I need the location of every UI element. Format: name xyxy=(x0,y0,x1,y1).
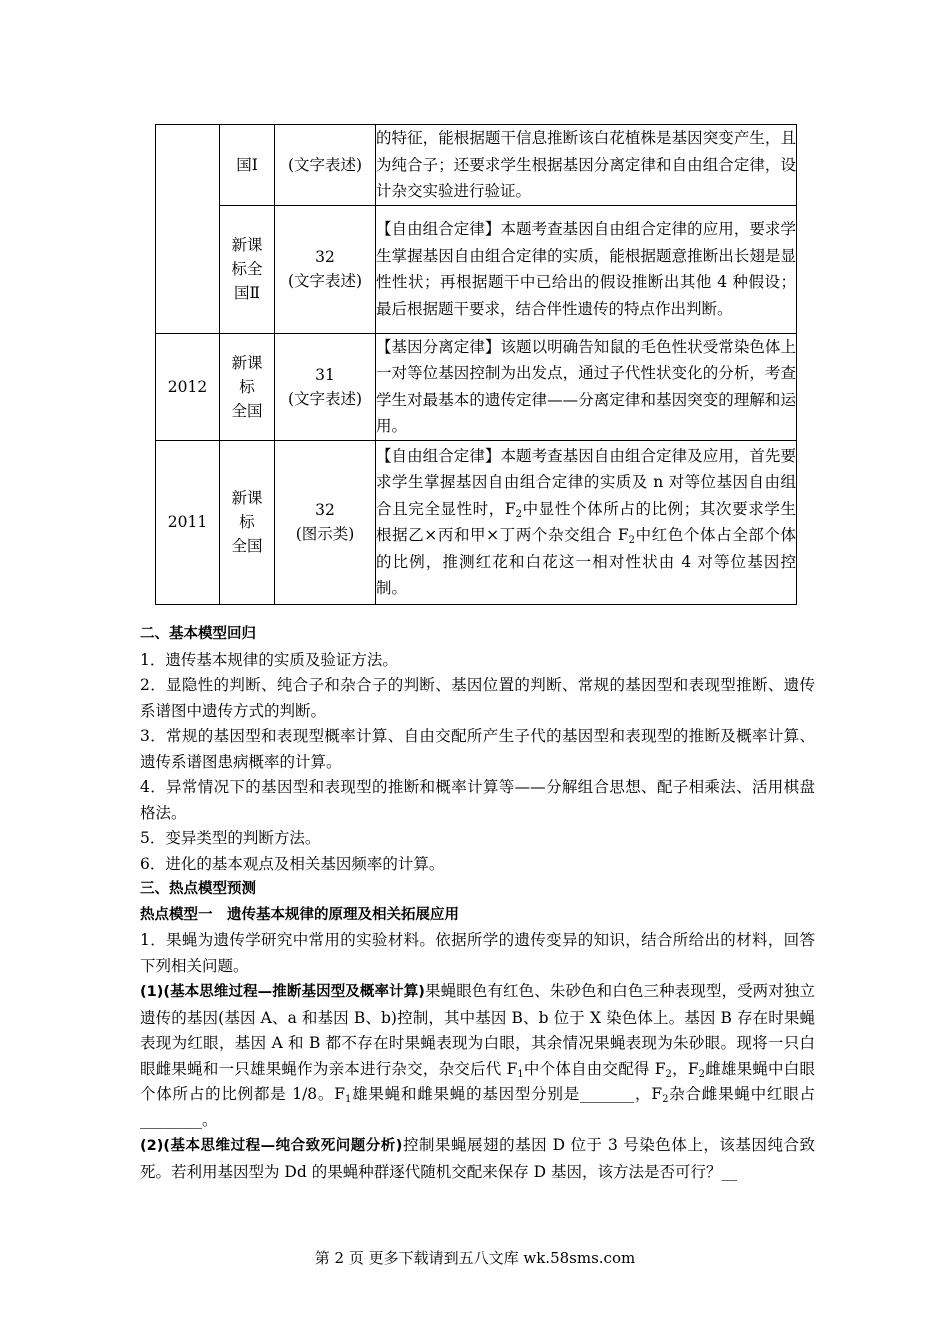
body-content xyxy=(140,622,815,1185)
region-cell xyxy=(220,205,275,333)
question-text: 果蝇眼色有红色、朱砂色和白色三种表现型，受两对独立遗传的基因(基因 A、a 和基因 B、b)控制，其中基因 B、b 位于 X 染色体上。基因 B 存在时果蝇表现为红眼，基因 A 和 B 都不存在时果蝇表现为白眼，其余情况果蝇表现为朱砂眼。现将一只白眼雌果蝇和一只雄果蝇作为亲本进行杂交，杂交后代 F xyxy=(140,982,815,1078)
region-line: 新课 xyxy=(231,353,263,372)
region-line: 全国 xyxy=(231,537,263,555)
subscript: 2 xyxy=(665,1068,672,1080)
subscript: 2 xyxy=(698,1068,705,1080)
list-item: 2．显隐性的判断、纯合子和杂合子的判断、基因位置的判断、常规的基因型和表现型推断、遗传系谱图中遗传方式的判断。 xyxy=(140,676,815,720)
table-row xyxy=(156,205,797,333)
question-text: 控制果蝇展翅的基因 D 位于 3 号染色体上，该基因纯合致死。若利用基因型为 Dd 的果蝇种群逐代随机交配来保存 D 基因，该方法是否可行？__ xyxy=(140,1136,815,1181)
region-line: 全国 xyxy=(231,401,263,420)
subscript: 1 xyxy=(517,1068,524,1080)
region-cell xyxy=(220,440,275,604)
region-line: 新课 xyxy=(231,236,263,254)
question-text: 中个体自由交配得 F xyxy=(523,1059,666,1078)
question-type: (文字表述) xyxy=(287,155,363,174)
year-cell: 2011 xyxy=(156,440,220,604)
region-line: 新课 xyxy=(231,489,263,507)
question-text: 雌雄果蝇中白眼个体所占的比例都是 1/8。F xyxy=(140,1059,815,1103)
question-part-label: (1)(基本思维过程—推断基因型及概率计算) xyxy=(140,984,425,1000)
question-cell xyxy=(275,333,376,440)
region-line: 标全 xyxy=(231,260,263,278)
question-text: 雄果蝇和雌果蝇的基因型分别是_______，F xyxy=(351,1085,663,1103)
description-cell: 【基因分离定律】该题以明确告知鼠的毛色性状受常染色体上一对等位基因控制为出发点，通过子代性状变化的分析，考查学生对最基本的遗传定律——分离定律和基因突变的理解和运用。 xyxy=(376,333,797,440)
year-cell: 2012 xyxy=(156,333,220,440)
question-number: 31 xyxy=(315,365,335,384)
question-number: 32 xyxy=(315,501,335,519)
description-cell: 【自由组合定律】本题考查基因自由组合定律的应用，要求学生掌握基因自由组合定律的实质，能根据题意推断出长翅是显性性状；再根据题干中已给出的假设推断出其他 4 种假设；最后根据题干要求，结合伴性遗传的特点作出判断。 xyxy=(376,205,797,333)
section-subheading: 热点模型一 遗传基本规律的原理及相关拓展应用 xyxy=(140,906,459,923)
list-item: 1．遗传基本规律的实质及验证方法。 xyxy=(140,650,398,669)
region-line: 标 xyxy=(239,377,255,396)
question-part xyxy=(140,979,815,1133)
question-type: (图示类) xyxy=(295,525,355,543)
exam-analysis-table xyxy=(155,124,797,605)
table-row xyxy=(156,440,797,604)
question-cell xyxy=(275,125,376,206)
subscript: 2 xyxy=(628,535,636,546)
description-text: 中红色个体占全部个体的比例，推测红花和白花这一相对性状由 4 对等位基因控制。 xyxy=(376,526,796,597)
page-footer: 第 2 页 更多下载请到五八文库 wk.58sms.com xyxy=(314,1249,636,1267)
question-text: 杂合雌果蝇中红眼占________。 xyxy=(140,1085,815,1129)
table-row xyxy=(156,125,797,206)
question-text: ，F xyxy=(671,1059,699,1078)
section-heading: 三、热点模型预测 xyxy=(140,881,256,897)
question-type: (文字表述) xyxy=(287,272,363,290)
description-text: 【自由组合定律】本题考查基因自由组合定律及应用，首先要求学生掌握基因自由组合定律的实质及 n 对等位基因自由组合且完全显性时，F xyxy=(376,446,796,518)
region-cell: 国Ⅰ xyxy=(220,125,275,206)
description-text: 中显性个体所占的比例；其次要求学生根据乙×丙和甲×丁两个杂交组合 F xyxy=(376,499,796,544)
question-cell xyxy=(275,205,376,333)
subscript: 1 xyxy=(344,1094,352,1105)
list-item: 4．异常情况下的基因型和表现型的推断和概率计算等——分解组合思想、配子相乘法、活用棋盘格法。 xyxy=(140,778,815,822)
subscript: 2 xyxy=(515,508,523,520)
list-item: 3．常规的基因型和表现型概率计算、自由交配所产生子代的基因型和表现型的推断及概率计算、遗传系谱图患病概率的计算。 xyxy=(140,727,815,771)
question-cell xyxy=(275,440,376,604)
region-cell xyxy=(220,333,275,440)
subscript: 2 xyxy=(662,1094,669,1105)
section-heading: 二、基本模型回归 xyxy=(140,626,256,642)
region-line: 国Ⅱ xyxy=(233,284,261,302)
description-cell: 的特征，能根据题干信息推断该白花植株是基因突变产生，且为纯合子；还要求学生根据基因分离定律和自由组合定律，设计杂交实验进行验证。 xyxy=(376,125,797,206)
question-intro: 1．果蝇为遗传学研究中常用的实验材料。依据所学的遗传变异的知识，结合所给出的材料，回答下列相关问题。 xyxy=(140,931,815,975)
question-type: (文字表述) xyxy=(287,389,363,408)
question-part-label: (2)(基本思维过程—纯合致死问题分析) xyxy=(140,1138,403,1154)
description-cell xyxy=(376,440,797,604)
question-number: 32 xyxy=(315,248,335,266)
list-item: 6．进化的基本观点及相关基因频率的计算。 xyxy=(140,854,445,873)
list-item: 5．变异类型的判断方法。 xyxy=(140,829,321,847)
table-row xyxy=(156,333,797,440)
year-cell xyxy=(156,125,220,334)
region-line: 标 xyxy=(239,513,255,531)
question-part xyxy=(140,1133,815,1185)
